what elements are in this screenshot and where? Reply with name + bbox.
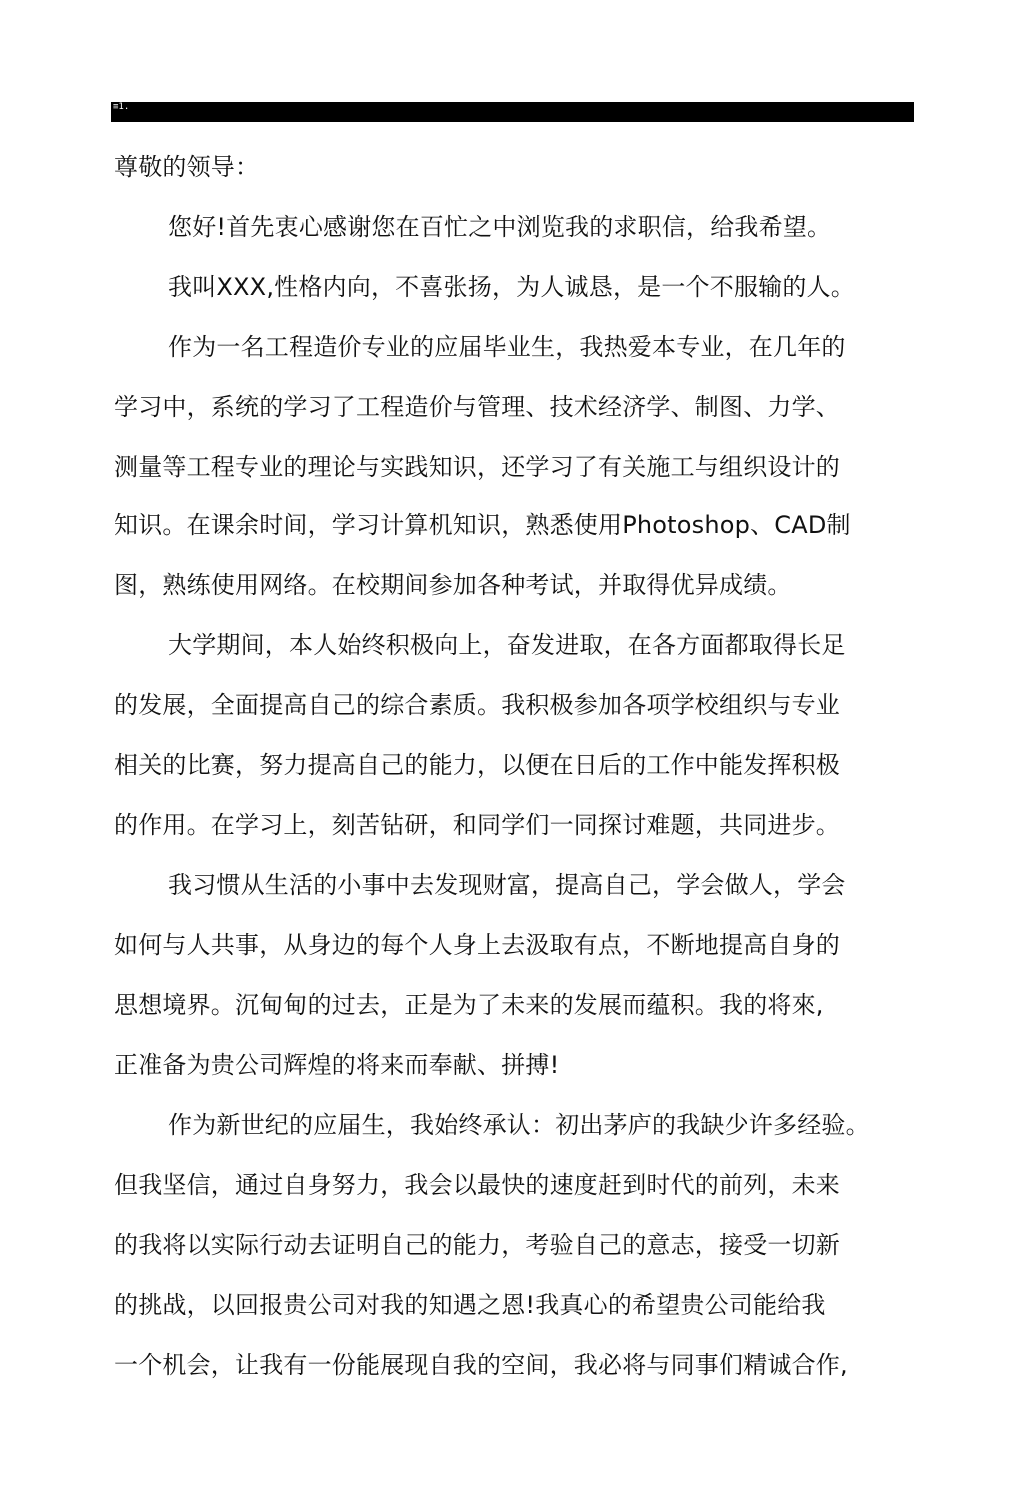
- paragraph-line: 相关的比赛，努力提高自己的能力，以便在日后的工作中能发挥积极: [114, 751, 840, 779]
- paragraph-line: 测量等工程专业的理论与实践知识，还学习了有关施工与组织设计的: [114, 453, 840, 481]
- paragraph-line: 的作用。在学习上，刻苦钻研，和同学们一同探讨难题，共同进步。: [114, 811, 840, 839]
- paragraph-line: 但我坚信，通过自身努力，我会以最快的速度赶到时代的前列，未来: [114, 1171, 840, 1199]
- paragraph-line: 我习惯从生活的小事中去发现财富，提高自己，学会做人，学会: [168, 871, 846, 899]
- salutation: 尊敬的领导：: [114, 153, 260, 181]
- paragraph-line: 大学期间，本人始终积极向上，奋发进取，在各方面都取得长足: [168, 631, 846, 659]
- paragraph-line: 的发展，全面提高自己的综合素质。我积极参加各项学校组织与专业: [114, 691, 840, 719]
- paragraph-line: 如何与人共事，从身边的每个人身上去汲取有点，不断地提高自身的: [114, 931, 840, 959]
- paragraph-line: 我叫XXX,性格内向，不喜张扬，为人诚恳，是一个不服输的人。: [168, 273, 855, 301]
- paragraph-line: 知识。在课余时间，学习计算机知识，熟悉使用Photoshop、CAD制: [114, 511, 851, 539]
- paragraph-line: 思想境界。沉甸甸的过去，正是为了未来的发展而蕴积。我的将來,: [114, 991, 824, 1019]
- paragraph-line: 的我将以实际行动去证明自己的能力，考验自己的意志，接受一切新: [114, 1231, 840, 1259]
- paragraph-line: 您好!首先衷心感谢您在百忙之中浏览我的求职信，给我希望。: [168, 213, 832, 241]
- paragraph-line: 作为一名工程造价专业的应届毕业生，我热爱本专业，在几年的: [168, 333, 846, 361]
- paragraph-line: 一个机会，让我有一份能展现自我的空间，我必将与同事们精诚合作,: [114, 1351, 848, 1379]
- paragraph-line: 的挑战，以回报贵公司对我的知遇之恩!我真心的希望贵公司能给我: [114, 1291, 826, 1319]
- paragraph-line: 作为新世纪的应届生，我始终承认：初出茅庐的我缺少许多经验。: [168, 1111, 870, 1139]
- header-bar: [111, 102, 914, 122]
- paragraph-line: 正准备为贵公司辉煌的将来而奉献、拼搏!: [114, 1051, 560, 1079]
- paragraph-line: 学习中，系统的学习了工程造价与管理、技术经济学、制图、力学、: [114, 393, 840, 421]
- header-marker: ≡1.: [113, 102, 130, 112]
- paragraph-line: 图，熟练使用网络。在校期间参加各种考试，并取得优异成绩。: [114, 571, 792, 599]
